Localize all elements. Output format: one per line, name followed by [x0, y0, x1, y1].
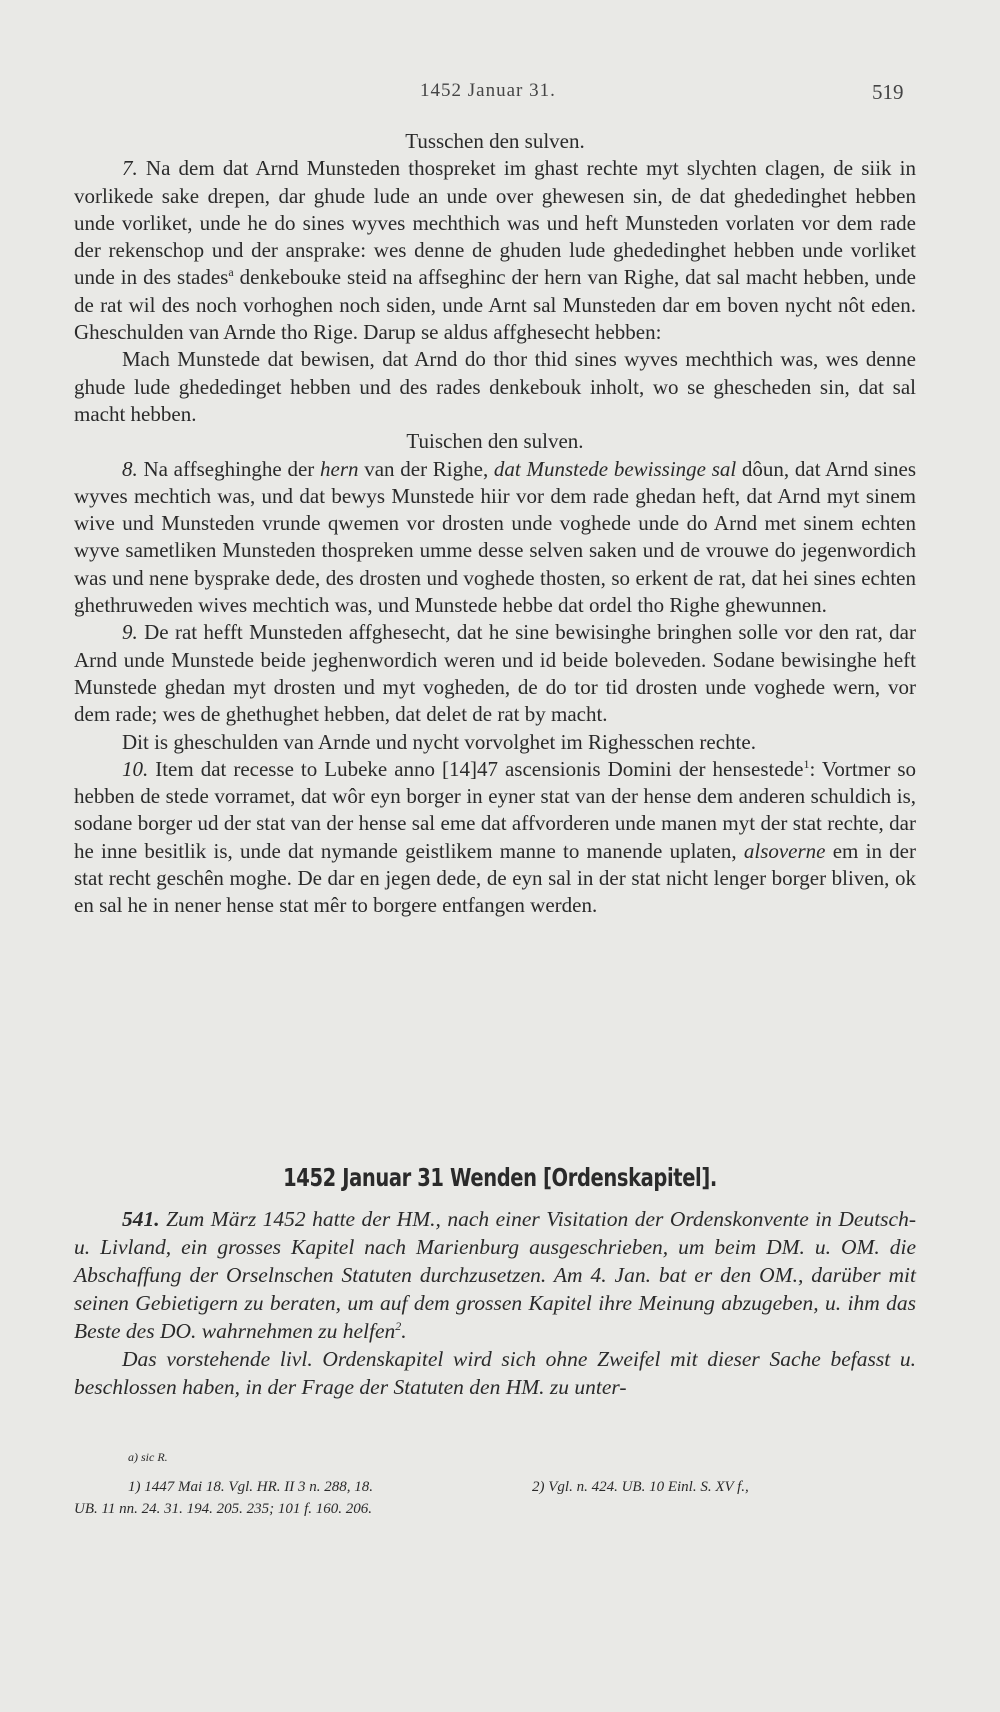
- regest-paragraph: Das vorstehende livl. Ordenskapitel wird sich ohne Zweifel mit dieser Sache befasst u. beschlossen haben, in der Frage der Statuten den HM. zu unter-: [74, 1347, 916, 1399]
- regest-paragraph: [74, 1205, 916, 1345]
- regest-text-end: .: [401, 1319, 407, 1343]
- paragraph-number: 8.: [122, 456, 138, 481]
- edition-text: [74, 128, 916, 920]
- section-subheading: Tuischen den sulven.: [406, 429, 584, 454]
- entry-heading: 1452 Januar 31 Wenden [Ordenskapitel].: [283, 1163, 717, 1192]
- paragraph-number: 10.: [122, 756, 149, 781]
- paragraph-9: [74, 619, 916, 728]
- paragraph-text: Item dat recesse to Lubeke anno [14]47 ascensionis Domini der hensestede: [155, 756, 804, 781]
- italic-text: dat Munstede bewissinge sal: [493, 456, 737, 481]
- paragraph-ruling: Mach Munstede dat bewisen, dat Arnd do thor thid sines wyves mechthich was, wes denne ghude lude ghededinget hebben und des rades denkebouk inholt, wo se ghescheden sin, dat sal macht hebben.: [74, 347, 916, 426]
- paragraph-7: [74, 155, 916, 346]
- regest-block: [74, 1205, 916, 1401]
- footnotes: [74, 1446, 916, 1520]
- page-number: 519: [872, 80, 904, 104]
- footnote-continuation: UB. 11 nn. 24. 31. 194. 205. 235; 101 f. 160. 206.: [74, 1501, 373, 1517]
- running-head-date: 1452 Januar 31.: [420, 80, 556, 101]
- paragraph-text: Na affseghinghe der: [143, 456, 320, 481]
- entry-number: 541.: [122, 1207, 160, 1231]
- paragraph-10: [74, 756, 916, 920]
- paragraph-note: Dit is gheschulden van Arnde und nycht vorvolghet im Righesschen rechte.: [122, 729, 756, 754]
- footnote-marker: 2: [395, 1318, 402, 1333]
- italic-text: hern: [320, 456, 359, 481]
- paragraph-text: Na dem dat Arnd Munsteden thospreket im ghast rechte myt slychten clagen, de siik in vorlikede sake drepen, dar ghude lude an unde over ghewesen sin, de dat ghededinghet hebben unde vorliket, unde he do sines wyves mechthich was und heft Munsteden vorlaten vor dem rade der rekenschop und der ansprake: wes denne de ghuden lude ghededinghet hebben unde vorliket unde in des stades: [74, 156, 917, 290]
- footnote-2: 2) Vgl. n. 424. UB. 10 Einl. S. XV f.,: [532, 1479, 749, 1495]
- paragraph-text: De rat hefft Munsteden affghesecht, dat he sine bewisinghe bringhen solle vor den rat, dar Arnd unde Munstede beide jeghenwordich weren und id beide boleveden. Sodane bewisinghe heft Munstede ghedan myt drosten und myt vogheden, de do tor tid drosten unde voghede wern, vor dem rade; wes de ghethughet hebben, dat delet de rat by macht.: [74, 620, 916, 727]
- footnote-marker: a: [228, 265, 234, 280]
- footnote-a: a) sic R.: [128, 1450, 168, 1464]
- paragraph-number: 7.: [122, 156, 138, 181]
- footnote-1: 1) 1447 Mai 18. Vgl. HR. II 3 n. 288, 18.: [128, 1479, 373, 1495]
- paragraph-text: : Vortmer so hebben de stede vorramet, dat wôr eyn borger in eyner stat van der hense dem anderen schuldich is, sodane borger ud der stat van der hense sal eme dat affvorderen unde manen myt der stat rechte, dar he inne besitlik is, unde dat nymande geistlikem manne to manende uplaten,: [74, 756, 917, 863]
- paragraph-number: 9.: [122, 620, 138, 645]
- italic-text: alsoverne: [743, 838, 826, 863]
- running-head: [0, 80, 1000, 110]
- footnote-marker: 1: [803, 756, 810, 771]
- paragraph-8: [74, 456, 916, 620]
- paragraph-text-cont: denkebouke steid na affseghinc der hern van Righe, dat sal macht hebben, unde de rat wil des noch vorhoghen noch siden, unde Arnt sal Munsteden dar em boven nycht nôt eden. Gheschulden van Arnde tho Rige. Darup se aldus affghesecht hebben:: [74, 265, 916, 345]
- regest-text: Zum März 1452 hatte der HM., nach einer Visitation der Ordenskonvente in Deutsch- u. Livland, ein grosses Kapitel nach Marienburg ausgeschrieben, um beim DM. u. OM. die Abschaffung der Orselnschen Statuten durchzusetzen. Am 4. Jan. bat er den OM., darüber mit seinen Gebietigern zu beraten, um auf dem grossen Kapitel ihre Meinung abzugeben, u. ihm das Beste des DO. wahrnehmen zu helfen: [74, 1207, 916, 1343]
- section-subheading: Tusschen den sulven.: [405, 129, 585, 153]
- paragraph-text: dôun, dat Arnd sines wyves mechtich was, und dat bewys Munstede hiir vor dem rade ghedan heft, dat Arnd myt sinem wive und Munsteden vrunde qwemen vor drosten unde voghede unde do Arnd met sinem echten wyve sametliken Munsteden thospreken umme desse selven saken und de vrouwe do jegenwordich was und nene bysprake dede, des drosten und voghede thosten, so erkent de rat, dat hei sines echten ghethruweden wives mechtich was, und Munstede hebbe dat ordel tho Righe ghewunnen.: [74, 456, 916, 618]
- paragraph-text: em in der stat recht geschên moghe. De dar en jegen dede, de eyn sal in der stat nicht lenger borger bliven, ok en sal he in nener hense stat mêr to borgere entfangen werden.: [74, 838, 916, 918]
- paragraph-text: van der Righe,: [358, 456, 494, 481]
- footnote-row: [74, 1476, 916, 1498]
